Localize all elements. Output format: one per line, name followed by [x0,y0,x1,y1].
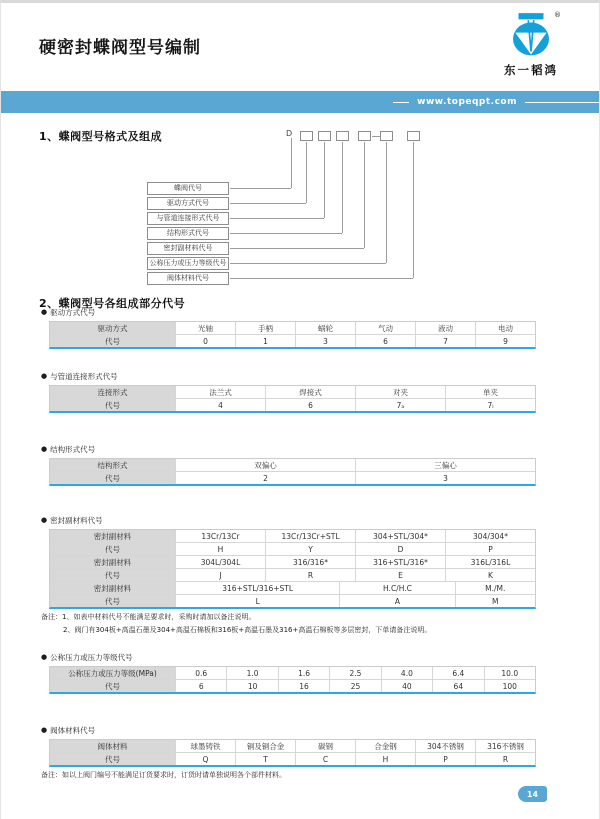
value-cell: 0 [175,335,235,347]
value-cell: 16 [278,680,329,692]
value-cell: R [475,753,535,765]
section1-heading: 1、蝶阀型号格式及组成 [39,130,163,143]
table-row [50,752,535,765]
value-cell: 焊接式 [265,386,355,398]
value-cell: M./M. [455,582,535,594]
diagram-label: 蝶阀代号 [147,182,229,195]
row-header-cell: 阀体材料 [50,740,175,752]
value-cell: 304+STL/304* [355,530,445,542]
connector-line [306,142,307,203]
table-row [50,398,535,411]
row-header-cell: 代号 [50,399,175,411]
table-section-title-text: 结构形式代号 [50,445,96,454]
value-cell: 双偏心 [175,459,355,471]
value-cell: 100 [484,680,535,692]
value-cell: 304/304* [445,530,535,542]
row-header-cell: 代号 [50,595,175,607]
table-section-title-text: 阀体材料代号 [50,726,96,735]
connector-line [364,142,365,248]
value-cell: 气动 [355,322,415,334]
value-cell: M [455,595,535,607]
model-code-dash [372,136,381,137]
connector-line [291,138,292,188]
connector-line [413,142,414,278]
value-cell: 2.5 [329,667,380,679]
value-cell: 球墨铸铁 [175,740,235,752]
value-cell: 13Cr/13Cr [175,530,265,542]
value-cell: 1 [235,335,295,347]
table-note: 备注：如以上阀门编号不能满足订货要求时，订货时请单独说明各个部件材料。 [41,771,286,779]
model-code-box [318,131,331,141]
value-cell: 三偏心 [355,459,535,471]
page-number-badge: 14 [518,786,547,802]
table-row [50,530,535,542]
value-cell: 13Cr/13Cr+STL [265,530,355,542]
value-cell: 64 [432,680,483,692]
diagram-label: 阀体材料代号 [147,272,229,285]
value-cell: 316不锈钢 [475,740,535,752]
connector-line [386,142,387,263]
code-table [49,739,536,767]
diagram-label: 与管道连接形式代号 [147,212,229,225]
diagram-label: 公称压力或压力等级代号 [147,257,229,270]
table-section-title [41,725,551,736]
bullet-icon: ● [41,516,48,524]
website-url: www.topeqpt.com [417,97,517,107]
table-row [50,542,535,555]
connector-line [342,142,343,233]
row-header-cell: 密封副材料 [50,556,175,568]
value-cell: H.C/H.C [339,582,454,594]
table-row [50,555,535,568]
table-section-title [41,371,551,382]
diagram-label: 密封副材料代号 [147,242,229,255]
diagram-label: 驱动方式代号 [147,197,229,210]
table-section [41,652,551,694]
table-section [41,444,551,486]
value-cell: 304不锈钢 [415,740,475,752]
connector-line [230,263,386,264]
model-code-box [407,131,420,141]
table-section-title [41,652,551,663]
value-cell: 蜗轮 [295,322,355,334]
row-header-cell: 代号 [50,335,175,347]
table-section [41,371,551,413]
value-cell: 对夹 [355,386,445,398]
banner-dash-right [525,102,599,103]
value-cell: 铜及铜合金 [235,740,295,752]
value-cell: R [265,569,355,581]
row-header-cell: 代号 [50,472,175,484]
value-cell: 合金钢 [355,740,415,752]
value-cell: 单夹 [445,386,535,398]
registered-trademark-icon: ® [554,11,561,19]
value-cell: Q [175,753,235,765]
row-header-cell: 公称压力或压力等级(MPa) [50,667,175,679]
table-row [50,322,535,334]
value-cell: 316L/316L [445,556,535,568]
value-cell: K [445,569,535,581]
table-section-title-text: 驱动方式代号 [50,308,96,317]
value-cell: 9 [475,335,535,347]
code-table [49,385,536,413]
connector-line [230,278,413,279]
value-cell: 6 [355,335,415,347]
row-header-cell: 连接形式 [50,386,175,398]
value-cell: 1.0 [226,667,277,679]
value-cell: 10.0 [484,667,535,679]
row-header-cell: 密封副材料 [50,530,175,542]
table-section-title-text: 密封副材料代号 [50,516,103,525]
table-section-title-text: 公称压力或压力等级代号 [50,653,133,662]
value-cell: 6 [175,680,226,692]
table-row [50,581,535,594]
value-cell: H [175,543,265,555]
code-table [49,666,536,694]
banner-dash-left [393,102,409,103]
connector-line [324,142,325,218]
value-cell: A [339,595,454,607]
table-section-title [41,515,551,526]
table-section [41,725,551,780]
section2-heading: 2、蝶阀型号各组成部分代号 [39,297,186,310]
table-note: 2、阀门有304板+高温石墨及304+高温石棉板和316板+高温石墨及316+高温石棉板等多层密封，下单请备注说明。 [63,626,432,635]
banner-bar [1,91,599,113]
value-cell: 10 [226,680,277,692]
value-cell: 7 [415,335,475,347]
model-code-box [358,131,371,141]
row-header-cell: 结构形式 [50,459,175,471]
table-row [50,386,535,398]
table-section-title-text: 与管道连接形式代号 [50,372,118,381]
logo-icon [506,9,556,61]
model-prefix-letter: D [286,129,293,138]
value-cell: P [445,543,535,555]
code-table [49,321,536,349]
brand-logo [493,9,569,78]
table-section-title [41,307,551,318]
value-cell: J [175,569,265,581]
row-header-cell: 驱动方式 [50,322,175,334]
connector-line [230,188,291,189]
table-row [50,334,535,347]
diagram-label: 结构形式代号 [147,227,229,240]
code-table [49,458,536,486]
value-cell: 3 [295,335,355,347]
value-cell: 3 [355,472,535,484]
value-cell: 6.4 [432,667,483,679]
value-cell: 7ₐ [355,399,445,411]
value-cell: 316/316* [265,556,355,568]
model-code-box [336,131,349,141]
value-cell: 1.6 [278,667,329,679]
table-row [50,594,535,607]
page-title: 硬密封蝶阀型号编制 [39,38,201,58]
bullet-icon: ● [41,445,48,453]
value-cell: 法兰式 [175,386,265,398]
model-code-box [380,131,393,141]
value-cell: E [355,569,445,581]
value-cell: 316+STL/316* [355,556,445,568]
connector-line [230,218,324,219]
row-header-cell: 代号 [50,543,175,555]
value-cell: Y [265,543,355,555]
value-cell: D [355,543,445,555]
bullet-icon: ● [41,653,48,661]
connector-line [230,233,342,234]
value-cell: 7ₗ [445,399,535,411]
table-note: 备注：1、如表中材料代号不能满足要求时，采购时请加以备注说明。 [41,613,256,621]
table-row [50,568,535,581]
value-cell: 手柄 [235,322,295,334]
value-cell: 304L/304L [175,556,265,568]
value-cell: 316+STL/316+STL [175,582,339,594]
model-code-box [300,131,313,141]
value-cell: 6 [265,399,355,411]
brand-name: 东一韬鸿 [504,63,558,77]
value-cell: 电动 [475,322,535,334]
table-row [50,679,535,692]
value-cell: 4 [175,399,265,411]
row-header-cell: 代号 [50,753,175,765]
table-section [41,515,551,635]
bullet-icon: ● [41,726,48,734]
value-cell: 40 [381,680,432,692]
value-cell: 2 [175,472,355,484]
value-cell: 液动 [415,322,475,334]
table-row [50,667,535,679]
value-cell: P [415,753,475,765]
bullet-icon: ● [41,372,48,380]
table-row [50,471,535,484]
row-header-cell: 代号 [50,569,175,581]
table-row [50,740,535,752]
value-cell: C [295,753,355,765]
table-row [50,459,535,471]
code-table [49,529,536,609]
value-cell: 0.6 [175,667,226,679]
value-cell: 碳钢 [295,740,355,752]
table-section-title [41,444,551,455]
bullet-icon: ● [41,308,48,316]
table-section [41,307,551,349]
value-cell: 25 [329,680,380,692]
value-cell: L [175,595,339,607]
row-header-cell: 代号 [50,680,175,692]
value-cell: 4.0 [381,667,432,679]
connector-line [230,203,306,204]
connector-line [230,248,364,249]
value-cell: H [355,753,415,765]
row-header-cell: 密封副材料 [50,582,175,594]
value-cell: 光轴 [175,322,235,334]
value-cell: T [235,753,295,765]
